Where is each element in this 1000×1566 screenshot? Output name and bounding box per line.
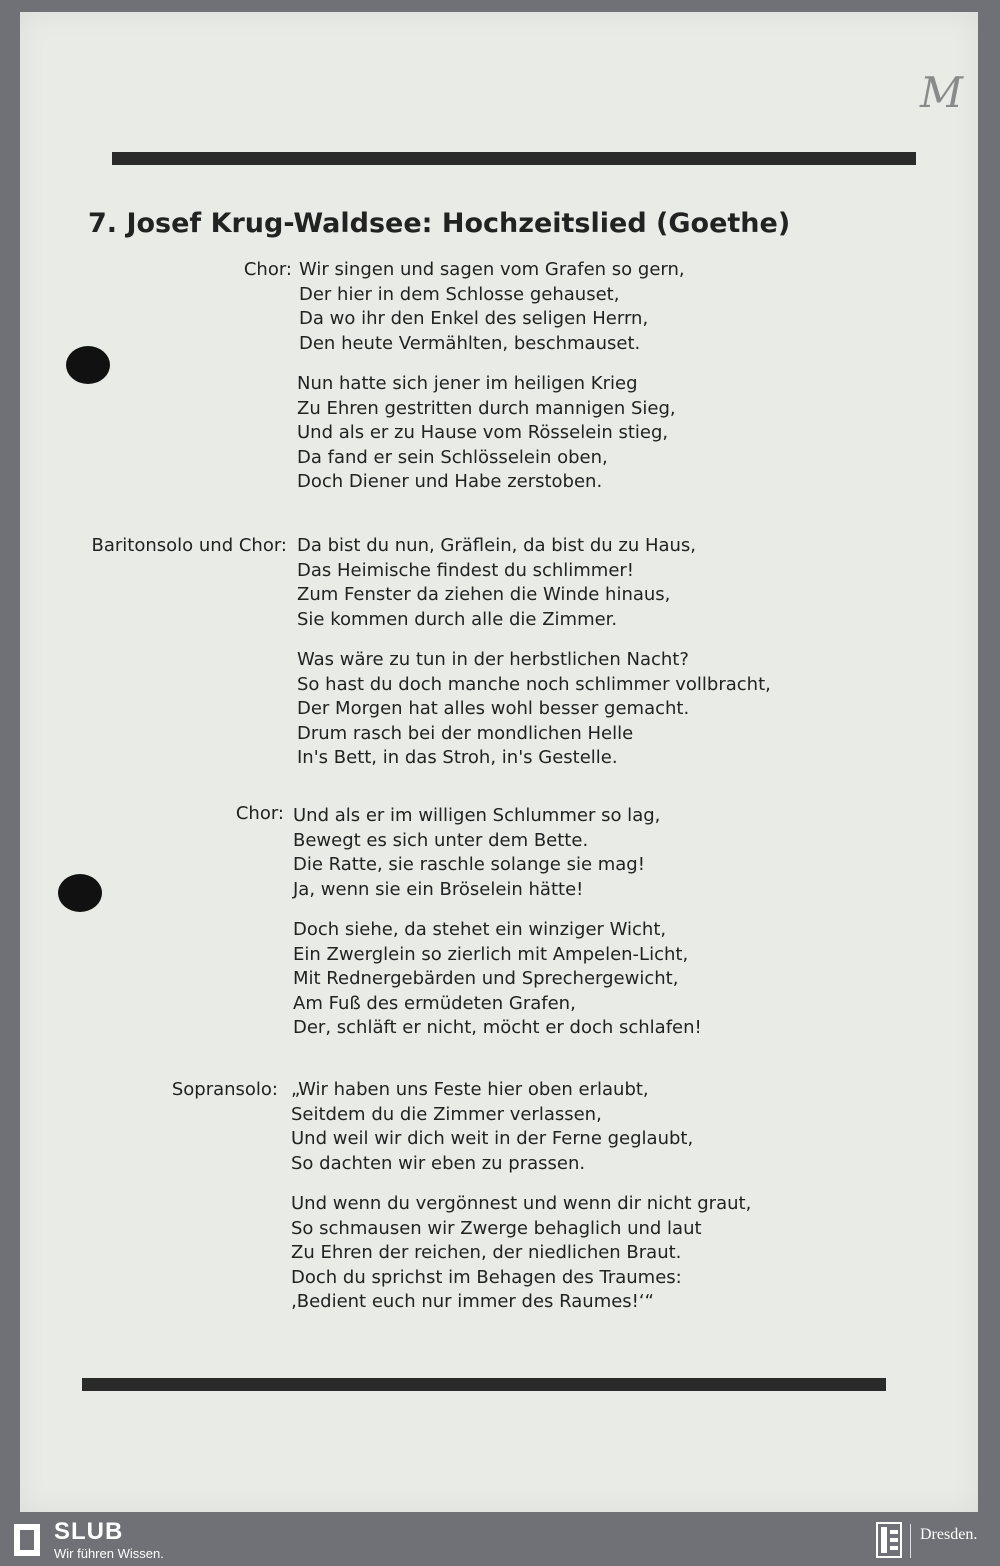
verse-line: Und weil wir dich weit in der Ferne geglaubt,: [291, 1128, 694, 1149]
verse-line: Die Ratte, sie raschle solange sie mag!: [293, 854, 645, 875]
verse-line: ‚Bedient euch nur immer des Raumes!‘“: [291, 1291, 654, 1312]
verse-line: Der, schläft er nicht, möcht er doch schlafen!: [293, 1017, 702, 1038]
slub-logo-icon: [12, 1522, 42, 1558]
stanza: [291, 1192, 751, 1315]
verse-line: Da bist du nun, Gräflein, da bist du zu Haus,: [297, 535, 697, 556]
top-rule: [112, 152, 916, 165]
verse-line: Zu Ehren der reichen, der niedlichen Braut.: [291, 1242, 682, 1263]
stanza: [297, 648, 771, 771]
verse-line: Zu Ehren gestritten durch mannigen Sieg,: [297, 397, 676, 419]
stanza: [293, 804, 660, 902]
bottom-rule: [82, 1378, 886, 1391]
stanza: [291, 1078, 693, 1176]
verse-line: Und wenn du vergönnest und wenn dir nicht graut,: [291, 1193, 752, 1214]
verse-line: Doch siehe, da stehet ein winziger Wicht,: [293, 919, 667, 940]
page-title: 7. Josef Krug-Waldsee: Hochzeitslied (Goethe): [88, 208, 791, 239]
slub-brand: SLUB: [54, 1518, 124, 1545]
verse-line: Nun hatte sich jener im heiligen Krieg: [297, 373, 638, 394]
dresden-wordmark: Dresden.: [920, 1526, 978, 1543]
verse-line: Doch Diener und Habe zerstoben.: [297, 471, 603, 492]
punch-hole-top: [66, 346, 110, 384]
verse-line: Das Heimische findest du schlimmer!: [297, 559, 635, 581]
verse-line: Da wo ihr den Enkel des seligen Herrn,: [299, 308, 649, 329]
verse-line: Und als er im willigen Schlummer so lag,: [293, 805, 661, 826]
verse-line: Wir singen und sagen vom Grafen so gern,: [299, 259, 685, 280]
verse-line: Ja, wenn sie ein Bröselein hätte!: [293, 878, 584, 900]
stanza: [293, 918, 702, 1041]
speaker-label: Chor:: [243, 259, 292, 280]
verse-line: In's Bett, in das Stroh, in's Gestelle.: [297, 747, 618, 768]
handwritten-mark: M: [920, 68, 960, 117]
slub-tagline: Wir führen Wissen.: [54, 1546, 164, 1561]
verse-line: So hast du doch manche noch schlimmer vollbracht,: [297, 673, 771, 695]
verse-line: Zum Fenster da ziehen die Winde hinaus,: [297, 584, 671, 605]
verse-line: „Wir haben uns Feste hier oben erlaubt,: [291, 1079, 649, 1100]
verse-line: Der Morgen hat alles wohl besser gemacht.: [297, 698, 690, 719]
dresden-crest-icon: [876, 1522, 902, 1558]
punch-hole-bottom: [58, 874, 102, 912]
verse-line: Sie kommen durch alle die Zimmer.: [297, 608, 618, 630]
stanza: [297, 534, 696, 632]
verse-line: Am Fuß des ermüdeten Grafen,: [293, 992, 576, 1014]
stanza: [297, 372, 676, 495]
verse-line: Drum rasch bei der mondlichen Helle: [297, 722, 634, 744]
verse-line: So dachten wir eben zu prassen.: [291, 1152, 586, 1174]
verse-line: Seitdem du die Zimmer verlassen,: [291, 1103, 602, 1125]
verse-line: Mit Rednergebärden und Sprechergewicht,: [293, 968, 679, 989]
verse-line: Den heute Vermählten, beschmauset.: [299, 332, 641, 354]
speaker-label: Sopransolo:: [171, 1079, 278, 1100]
verse-line: Bewegt es sich unter dem Bette.: [293, 829, 589, 851]
viewer-footer: [0, 1516, 1000, 1566]
footer-separator: [910, 1524, 911, 1558]
verse-line: So schmausen wir Zwerge behaglich und laut: [291, 1217, 702, 1239]
verse-line: Ein Zwerglein so zierlich mit Ampelen-Licht,: [293, 943, 689, 965]
speaker-label: Baritonsolo und Chor:: [91, 535, 287, 556]
verse-line: Was wäre zu tun in der herbstlichen Nacht?: [297, 649, 689, 670]
verse-line: Doch du sprichst im Behagen des Traumes:: [291, 1266, 682, 1288]
verse-line: Da fand er sein Schlösselein oben,: [297, 446, 608, 468]
verse-line: Und als er zu Hause vom Rösselein stieg,: [297, 422, 669, 443]
speaker-label: Chor:: [235, 803, 284, 824]
verse-line: Der hier in dem Schlosse gehauset,: [299, 283, 620, 305]
stanza: [299, 258, 685, 356]
